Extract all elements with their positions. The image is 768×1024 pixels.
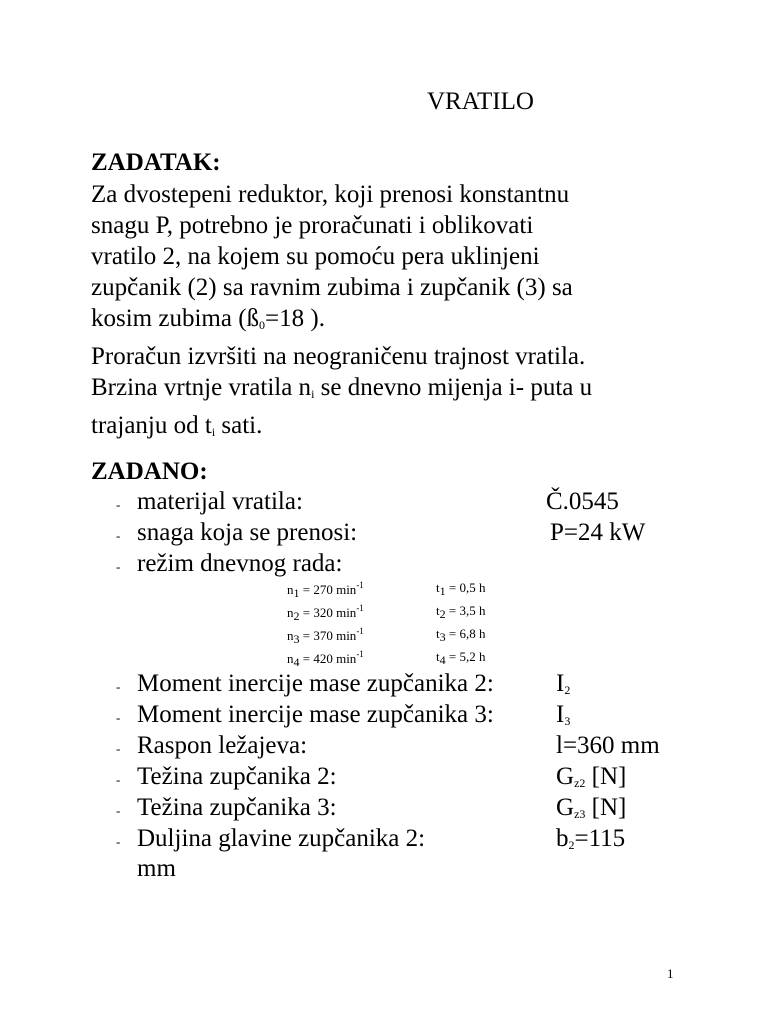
bullet: - xyxy=(116,834,121,849)
regime-time: $t_3 = 6,8$ h xyxy=(436,626,486,644)
given-item-value: $G_{z3}$ [N] xyxy=(556,794,627,821)
given-item-value: P=24 kW xyxy=(550,519,646,546)
given-item-label: Težina zupčanika 3: xyxy=(137,794,337,821)
wrapped-unit: mm xyxy=(137,855,176,882)
task-line: vratilo 2, na kojem su pomoću pera uklinjeni xyxy=(91,243,540,270)
given-item-value: $G_{z2}$ [N] xyxy=(556,763,627,790)
regime-time: $t_4 = 5,2$ h xyxy=(436,649,486,667)
bullet: - xyxy=(116,528,121,543)
given-item-value: Č.0545 xyxy=(546,488,619,515)
task-line: trajanju od $t_i$ sati. xyxy=(91,412,263,439)
regime-speed: $n_2 = 320$ $\min^{-1}$ xyxy=(287,603,364,623)
page-number: 1 xyxy=(667,966,674,981)
regime-time: $t_1 = 0,5$ h xyxy=(436,580,486,598)
task-line: Za dvostepeni reduktor, koji prenosi konstantnu xyxy=(91,181,570,208)
bullet: - xyxy=(116,497,121,512)
bullet: - xyxy=(116,710,121,725)
regime-speed: $n_4 = 420$ $\min^{-1}$ xyxy=(287,649,364,669)
task-line: snagu P, potrebno je proračunati i oblikovati xyxy=(91,212,534,239)
task-line: kosim zubima ($ß_0=18$ ). xyxy=(91,305,325,332)
given-item-label: materijal vratila: xyxy=(137,488,303,515)
given-item-label: Moment inercije mase zupčanika 3: xyxy=(137,701,494,728)
bullet: - xyxy=(116,772,121,787)
given-item-value: $I_3$ xyxy=(556,701,571,728)
given-item-value: $b_2=115$ xyxy=(556,825,626,852)
regime-speed: $n_1 = 270$ $\min^{-1}$ xyxy=(287,580,364,600)
given-item-label: Raspon ležajeva: xyxy=(137,732,308,759)
given-item-label: Težina zupčanika 2: xyxy=(137,763,337,790)
bullet: - xyxy=(116,741,121,756)
given-heading: ZADANO: xyxy=(91,458,208,485)
given-item-value: $I_2$ xyxy=(556,670,571,697)
given-item-label: snaga koja se prenosi: xyxy=(137,519,358,546)
task-line: zupčanik (2) sa ravnim zubima i zupčanik (3) sa xyxy=(91,274,573,301)
bullet: - xyxy=(116,559,121,574)
given-item-value: l=360 mm xyxy=(556,732,660,759)
task-paragraph xyxy=(91,179,592,448)
given-item-label: režim dnevnog rada: xyxy=(137,550,343,577)
regime-speed: $n_3 = 370$ $\min^{-1}$ xyxy=(287,626,364,646)
given-item-label: Duljina glavine zupčanika 2: xyxy=(137,825,426,852)
bullet: - xyxy=(116,679,121,694)
task-line: Brzina vrtnje vratila $n_i$ se dnevno mijenja i- puta u xyxy=(91,374,593,401)
bullet: - xyxy=(116,803,121,818)
task-heading: ZADATAK: xyxy=(91,149,221,176)
task-line: Proračun izvršiti na neograničenu trajnost vratila. xyxy=(91,343,586,370)
regime-time: $t_2 = 3,5$ h xyxy=(436,603,486,621)
document-title: VRATILO xyxy=(427,88,534,115)
given-item-label: Moment inercije mase zupčanika 2: xyxy=(137,670,494,697)
